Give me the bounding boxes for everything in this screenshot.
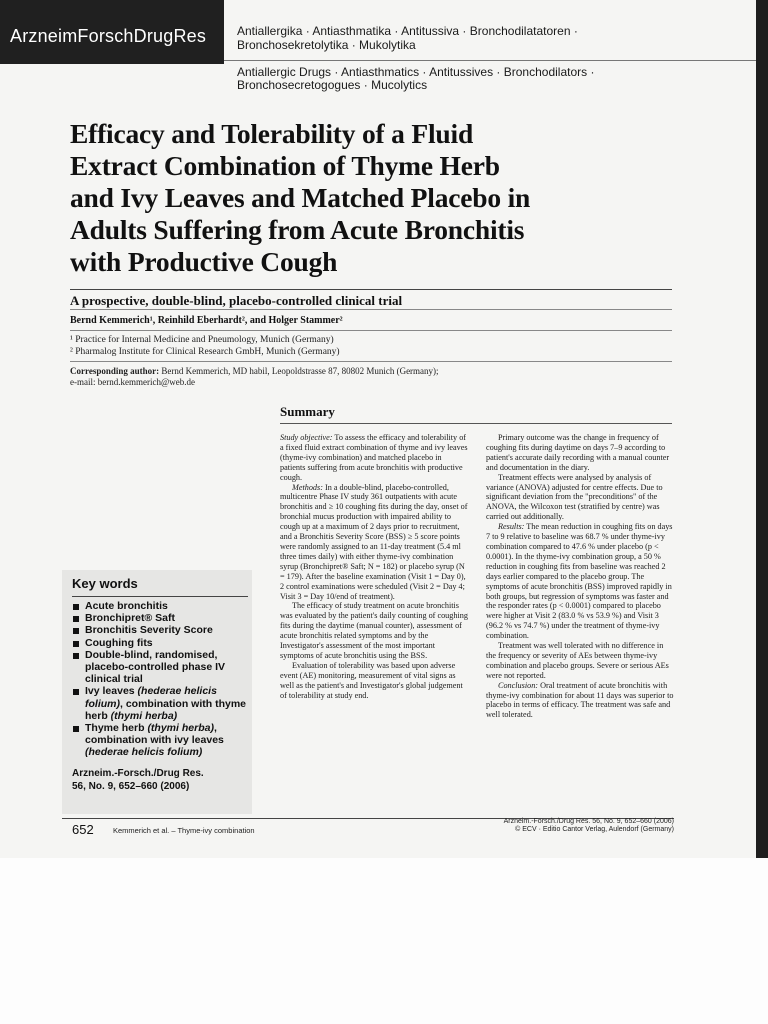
title-line-5: with Productive Cough bbox=[70, 246, 338, 277]
methods-label: Methods: bbox=[292, 482, 323, 492]
footer-citation: Arzneim.-Forsch./Drug Res. 56, No. 9, 652–660 (2006) © ECV · Editio Cantor Verlag, Aulendorf (Germany) bbox=[503, 818, 674, 833]
keyword-item: Double-blind, randomised, placebo-controlled phase IV clinical trial bbox=[72, 649, 252, 686]
keyword-item: Bronchipret® Saft bbox=[72, 612, 252, 624]
keywords-divider bbox=[72, 596, 248, 597]
scan-blank-area bbox=[0, 858, 768, 1024]
keywords-citation: Arzneim.-Forsch./Drug Res. 56, No. 9, 652–660 (2006) bbox=[72, 768, 204, 792]
keyword-item: Coughing fits bbox=[72, 637, 252, 649]
keywords-heading: Key words bbox=[72, 576, 138, 591]
keyword-item: Thyme herb (thymi herba), combination with ivy leaves (hederae helicis folium) bbox=[72, 722, 252, 759]
keywords-list bbox=[72, 600, 252, 759]
divider-line bbox=[70, 289, 672, 290]
title-line-2: Extract Combination of Thyme Herb bbox=[70, 150, 500, 181]
scan-edge bbox=[756, 0, 768, 858]
summary-column-left bbox=[280, 433, 468, 700]
divider-line bbox=[70, 361, 672, 362]
objective-label: Study objective: bbox=[280, 433, 333, 442]
summary-divider bbox=[280, 423, 672, 424]
topics-english-line-1: Antiallergic Drugs · Antiasthmatics · Antitussives · Bronchodilators · bbox=[237, 65, 595, 79]
summary-heading: Summary bbox=[280, 404, 335, 419]
corresponding-label: Corresponding author: bbox=[70, 366, 160, 376]
corresponding-email: e-mail: bernd.kemmerich@web.de bbox=[70, 377, 195, 387]
topics-german bbox=[237, 24, 742, 52]
author-list: Bernd Kemmerich¹, Reinhild Eberhardt², and Holger Stammer² bbox=[70, 315, 343, 326]
primary-outcome-paragraph: Primary outcome was the change in frequency of coughing fits during daytime on days 7–9 according to patient's accurate daily recording with a manual counter and documentation in the diary. bbox=[486, 433, 670, 472]
journal-name: ArzneimForschDrugRes bbox=[10, 26, 207, 46]
analysis-paragraph: Treatment effects were analysed by analysis of variance (ANOVA) adjusted for centre effects. Due to significant deviation from the "preconditions" of the ANOVA, the Wilcoxon test (stratified by centre) was carried out additionally. bbox=[486, 472, 663, 522]
topics-english-line-2: Bronchosecretogogues · Mucolytics bbox=[237, 78, 428, 92]
conclusion-label: Conclusion: bbox=[498, 680, 539, 690]
topics-english bbox=[237, 66, 742, 92]
tolerability-paragraph: Evaluation of tolerability was based upon adverse event (AE) monitoring, measurement of vital signs as well as the patient's and Investigator's global judgement of tolerability at study end. bbox=[280, 660, 463, 700]
header-divider bbox=[224, 60, 756, 61]
summary-column-right bbox=[486, 433, 674, 720]
conclusion-paragraph: Conclusion: Oral treatment of acute bronchitis with thyme-ivy combination for about 11 days was superior to placebo in terms of efficacy. The treatment was safe and well tolerated. bbox=[486, 680, 674, 720]
keyword-item: Bronchitis Severity Score bbox=[72, 624, 252, 636]
methods-paragraph: Methods: In a double-blind, placebo-controlled, multicentre Phase IV study 361 outpatients with acute bronchitis and ≥ 10 coughing fits during the day, onset of bronchial mucus production with impaired ability to cough up at a maximum of 2 days prior to recruitment, and a Bronchitis Severity Score (BSS) ≥ 5 score points were randomly assigned to an 11-day treatment (5.4 ml three times daily) with either thyme-ivy combination syrup (Bronchipret® Saft; N = 182) or placebo syrup (N = 179). After the baseline examination (Visit 1 = Day 0), 2 control examinations were scheduled (Visit 2 = Day 4; Visit 3 = Day 10/end of treatment). bbox=[280, 482, 468, 601]
article-title bbox=[70, 118, 690, 278]
running-head: Kemmerich et al. – Thyme-ivy combination bbox=[113, 826, 255, 835]
affiliation-1: ¹ Practice for Internal Medicine and Pneumology, Munich (Germany) bbox=[70, 335, 334, 345]
results-label: Results: bbox=[498, 522, 525, 532]
title-line-4: Adults Suffering from Acute Bronchitis bbox=[70, 214, 525, 245]
corresponding-author bbox=[70, 366, 439, 388]
tolerance-paragraph: Treatment was well tolerated with no difference in the frequency or severity of AEs between thyme-ivy combination and placebo groups. Severe or serious AEs were not reported. bbox=[486, 641, 669, 680]
objective-paragraph: Study objective: To assess the efficacy and tolerability of a fixed fluid extract combination of thyme and ivy leaves (thyme-ivy combination) and matched placebo in patients suffering from acute bronchitis with productive cough. bbox=[280, 433, 468, 482]
divider-line bbox=[70, 330, 672, 331]
title-line-3: and Ivy Leaves and Matched Placebo in bbox=[70, 182, 531, 213]
topics-german-line-1: Antiallergika · Antiasthmatika · Antitussiva · Bronchodilatatoren · bbox=[237, 24, 578, 38]
topics-german-line-2: Bronchosekretolytika · Mukolytika bbox=[237, 38, 416, 52]
keyword-item: Ivy leaves (hederae helicis folium), combination with thyme herb (thymi herba) bbox=[72, 685, 252, 722]
divider-line bbox=[70, 309, 672, 310]
page-number: 652 bbox=[72, 822, 94, 837]
efficacy-paragraph: The efficacy of study treatment on acute bronchitis was evaluated by the patient's daily counting of coughing fits during the daytime (manual counter), assessment of acute bronchitis related symptoms and by the Investigator's assessment of the most important symptoms of acute bronchitis using the BSS. bbox=[280, 601, 468, 660]
affiliation-2: ² Pharmalog Institute for Clinical Research GmbH, Munich (Germany) bbox=[70, 346, 340, 357]
title-line-1: Efficacy and Tolerability of a Fluid bbox=[70, 118, 474, 149]
affiliations bbox=[70, 335, 340, 358]
journal-name-banner bbox=[0, 0, 224, 64]
results-paragraph: Results: The mean reduction in coughing fits on days 7 to 9 relative to baseline was 68.7 % under thyme-ivy combination compared to 47.6 % under placebo (p < 0.0001). In the thyme-ivy combination group, a 50 % reduction in coughing fits from baseline was reached 2 days earlier compared to the placebo group. The symptoms of acute bronchitis (BSS) improved rapidly in both groups, but regression of symptoms was faster and the responder rates (p < 0.0001) compared to placebo were higher at Visit 2 (83.0 % vs 53.9 %) and Visit 3 (96.2 % vs 74.7 %) under the treatment of thyme-ivy combination. bbox=[486, 522, 673, 641]
article-subtitle: A prospective, double-blind, placebo-controlled clinical trial bbox=[70, 293, 403, 308]
keyword-item: Acute bronchitis bbox=[72, 600, 252, 612]
corresponding-address: Bernd Kemmerich, MD habil, Leopoldstrasse 87, 80802 Munich (Germany); bbox=[159, 366, 439, 376]
